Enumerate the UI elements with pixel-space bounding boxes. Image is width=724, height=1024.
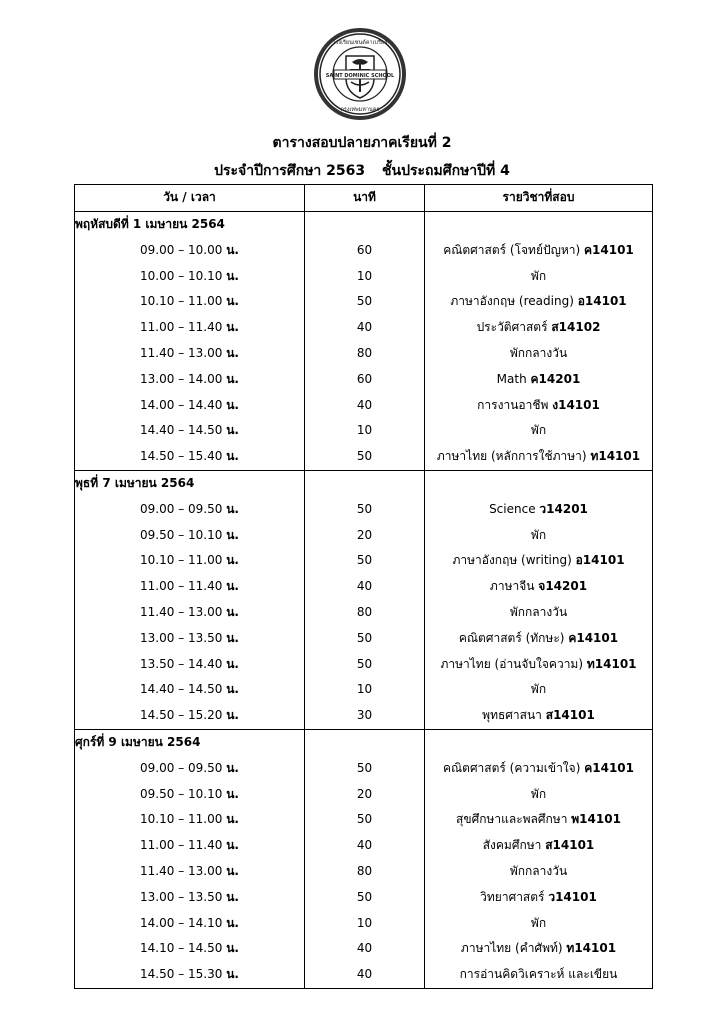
minutes-cell: 40: [305, 393, 425, 419]
subject-name: พัก: [530, 915, 547, 930]
subject-code: ค14101: [568, 630, 619, 645]
subject-cell: [425, 859, 653, 885]
time-range: 13.50 – 14.40: [140, 656, 223, 671]
minutes-cell: 50: [305, 289, 425, 315]
time-cell: [75, 574, 305, 600]
table-row: [75, 238, 653, 264]
logo-text-top: โรงเรียนเซนต์คาเบรียล: [332, 40, 388, 46]
minutes-cell: 50: [305, 652, 425, 678]
time-unit: น.: [226, 423, 239, 438]
table-row: [75, 393, 653, 419]
subject-cell: [425, 677, 653, 703]
time-unit: น.: [226, 604, 239, 619]
table-row: [75, 444, 653, 470]
minutes-cell: 80: [305, 341, 425, 367]
subject-name: พัก: [530, 527, 547, 542]
minutes-cell: 40: [305, 936, 425, 962]
subject-cell: [425, 393, 653, 419]
table-row: [75, 264, 653, 290]
empty-cell: [305, 729, 425, 755]
subject-name: ภาษาจีน: [489, 579, 535, 594]
table-row: [75, 548, 653, 574]
time-unit: น.: [226, 449, 239, 464]
subject-cell: [425, 497, 653, 523]
document-subtitle: [0, 160, 724, 182]
time-unit: น.: [226, 553, 239, 568]
time-unit: น.: [226, 294, 239, 309]
minutes-cell: 50: [305, 807, 425, 833]
subject-cell: [425, 548, 653, 574]
subject-code: จ14201: [538, 579, 588, 594]
time-range: 14.00 – 14.40: [140, 397, 223, 412]
table-row: [75, 782, 653, 808]
subject-cell: [425, 264, 653, 290]
subject-cell: [425, 936, 653, 962]
time-range: 11.00 – 11.40: [140, 320, 223, 335]
time-range: 09.00 – 09.50: [140, 501, 223, 516]
minutes-cell: 40: [305, 315, 425, 341]
time-unit: น.: [226, 501, 239, 516]
subject-code: พ14101: [571, 812, 621, 827]
subject-name: ภาษาอังกฤษ (reading): [450, 294, 574, 309]
time-cell: [75, 497, 305, 523]
time-cell: [75, 833, 305, 859]
subject-code: ท14101: [566, 941, 617, 956]
time-unit: น.: [226, 527, 239, 542]
day-label: ศุกร์ที่ 9 เมษายน 2564: [75, 729, 305, 755]
time-range: 09.50 – 10.10: [140, 527, 223, 542]
subject-cell: [425, 523, 653, 549]
header-day-time: วัน / เวลา: [75, 185, 305, 212]
time-unit: น.: [226, 863, 239, 878]
minutes-cell: 60: [305, 238, 425, 264]
time-unit: น.: [226, 915, 239, 930]
subject-code: ส14101: [545, 838, 595, 853]
subject-name: วิทยาศาสตร์: [480, 889, 545, 904]
minutes-cell: 10: [305, 677, 425, 703]
subject-code: ส14102: [551, 320, 601, 335]
subject-cell: [425, 833, 653, 859]
minutes-cell: 20: [305, 782, 425, 808]
time-cell: [75, 936, 305, 962]
time-cell: [75, 911, 305, 937]
subject-code: อ14101: [575, 553, 625, 568]
minutes-cell: 30: [305, 703, 425, 729]
time-cell: [75, 885, 305, 911]
time-range: 13.00 – 14.00: [140, 371, 223, 386]
school-seal-logo: [312, 26, 408, 122]
time-unit: น.: [226, 838, 239, 853]
day-header-row: [75, 212, 653, 238]
time-range: 11.40 – 13.00: [140, 863, 223, 878]
minutes-cell: 50: [305, 756, 425, 782]
table-row: [75, 703, 653, 729]
time-range: 11.00 – 11.40: [140, 838, 223, 853]
time-cell: [75, 703, 305, 729]
table-row: [75, 523, 653, 549]
empty-cell: [305, 470, 425, 496]
time-range: 13.00 – 13.50: [140, 889, 223, 904]
subject-name: Math: [496, 371, 527, 386]
subject-name: สังคมศึกษา: [482, 838, 542, 853]
table-row: [75, 885, 653, 911]
subject-cell: [425, 756, 653, 782]
time-unit: น.: [226, 889, 239, 904]
subject-name: Science: [489, 501, 536, 516]
header-subject: รายวิชาที่สอบ: [425, 185, 653, 212]
time-cell: [75, 782, 305, 808]
time-unit: น.: [226, 345, 239, 360]
subject-cell: [425, 807, 653, 833]
time-unit: น.: [226, 760, 239, 775]
subject-cell: [425, 418, 653, 444]
subject-cell: [425, 962, 653, 988]
time-cell: [75, 523, 305, 549]
subject-code: ว14201: [539, 501, 588, 516]
time-cell: [75, 859, 305, 885]
subject-code: ท14101: [590, 449, 641, 464]
academic-year: ประจำปีการศึกษา 2563: [214, 163, 366, 179]
subject-name: พุทธศาสนา: [482, 708, 542, 723]
subject-name: ประวัติศาสตร์: [476, 320, 548, 335]
table-row: [75, 807, 653, 833]
table-row: [75, 859, 653, 885]
time-unit: น.: [226, 812, 239, 827]
subject-cell: [425, 782, 653, 808]
grade-level: ชั้นประถมศึกษาปีที่ 4: [382, 163, 510, 179]
subject-cell: [425, 600, 653, 626]
subject-cell: [425, 652, 653, 678]
time-cell: [75, 393, 305, 419]
header-minutes: นาที: [305, 185, 425, 212]
time-unit: น.: [226, 397, 239, 412]
minutes-cell: 50: [305, 548, 425, 574]
subject-cell: [425, 574, 653, 600]
subject-name: ภาษาไทย (อ่านจับใจความ): [440, 656, 584, 671]
time-unit: น.: [226, 268, 239, 283]
empty-cell: [425, 470, 653, 496]
time-range: 10.10 – 11.00: [140, 294, 223, 309]
time-cell: [75, 626, 305, 652]
exam-schedule-table: [74, 184, 653, 989]
subject-name: พัก: [530, 268, 547, 283]
subject-name: พัก: [530, 786, 547, 801]
time-range: 10.10 – 11.00: [140, 812, 223, 827]
minutes-cell: 40: [305, 574, 425, 600]
table-row: [75, 677, 653, 703]
time-unit: น.: [226, 579, 239, 594]
table-row: [75, 833, 653, 859]
time-range: 09.00 – 10.00: [140, 242, 223, 257]
table-row: [75, 600, 653, 626]
table-row: [75, 341, 653, 367]
table-row: [75, 574, 653, 600]
time-range: 14.10 – 14.50: [140, 941, 223, 956]
time-range: 14.40 – 14.50: [140, 682, 223, 697]
minutes-cell: 20: [305, 523, 425, 549]
subject-cell: [425, 703, 653, 729]
time-cell: [75, 289, 305, 315]
subject-name: ภาษาไทย (หลักการใช้ภาษา): [436, 449, 587, 464]
logo-text-mid: SAINT DOMINIC SCHOOL: [325, 73, 395, 79]
lunch-break-label: พักกลางวัน: [509, 604, 568, 619]
table-row: [75, 911, 653, 937]
time-unit: น.: [226, 708, 239, 723]
subject-code: ค14101: [584, 760, 634, 775]
empty-cell: [425, 212, 653, 238]
table-row: [75, 962, 653, 988]
subject-code: ส14101: [545, 708, 595, 723]
time-range: 10.10 – 11.00: [140, 553, 223, 568]
time-cell: [75, 677, 305, 703]
time-cell: [75, 652, 305, 678]
day-label: พุธที่ 7 เมษายน 2564: [75, 470, 305, 496]
time-cell: [75, 418, 305, 444]
table-row: [75, 418, 653, 444]
document-title: ตารางสอบปลายภาคเรียนที่ 2: [272, 135, 452, 151]
subject-name: ภาษาอังกฤษ (writing): [452, 553, 572, 568]
table-header-row: [75, 185, 653, 212]
table-row: [75, 652, 653, 678]
minutes-cell: 50: [305, 626, 425, 652]
time-range: 11.40 – 13.00: [140, 345, 223, 360]
empty-cell: [425, 729, 653, 755]
time-range: 09.00 – 09.50: [140, 760, 223, 775]
minutes-cell: 50: [305, 885, 425, 911]
empty-cell: [305, 212, 425, 238]
subject-code: อ14101: [577, 294, 627, 309]
subject-code: ง14101: [552, 397, 600, 412]
time-range: 14.50 – 15.40: [140, 449, 223, 464]
subject-name: พัก: [530, 423, 547, 438]
time-range: 14.50 – 15.20: [140, 708, 223, 723]
subject-cell: [425, 289, 653, 315]
time-unit: น.: [226, 941, 239, 956]
subject-name: การอ่านคิดวิเคราะห์ และเขียน: [459, 967, 618, 982]
table-row: [75, 936, 653, 962]
table-row: [75, 497, 653, 523]
subject-cell: [425, 444, 653, 470]
minutes-cell: 50: [305, 497, 425, 523]
time-unit: น.: [226, 242, 239, 257]
table-row: [75, 367, 653, 393]
time-range: 13.00 – 13.50: [140, 630, 223, 645]
minutes-cell: 10: [305, 911, 425, 937]
subject-cell: [425, 911, 653, 937]
subject-code: ค14201: [530, 371, 581, 386]
subject-cell: [425, 367, 653, 393]
time-unit: น.: [226, 682, 239, 697]
subject-cell: [425, 315, 653, 341]
subject-code: ว14101: [548, 889, 597, 904]
time-unit: น.: [226, 786, 239, 801]
subject-name: คณิตศาสตร์ (ความเข้าใจ): [442, 760, 581, 775]
time-range: 09.50 – 10.10: [140, 786, 223, 801]
time-range: 11.00 – 11.40: [140, 579, 223, 594]
time-unit: น.: [226, 967, 239, 982]
time-range: 14.50 – 15.30: [140, 967, 223, 982]
table-row: [75, 315, 653, 341]
day-header-row: [75, 470, 653, 496]
subject-name: การงานอาชีพ: [477, 397, 549, 412]
time-cell: [75, 548, 305, 574]
table-row: [75, 289, 653, 315]
table-row: [75, 626, 653, 652]
lunch-break-label: พักกลางวัน: [509, 345, 568, 360]
time-cell: [75, 238, 305, 264]
time-range: 10.00 – 10.10: [140, 268, 223, 283]
lunch-break-label: พักกลางวัน: [509, 863, 568, 878]
subject-name: พัก: [530, 682, 547, 697]
minutes-cell: 10: [305, 418, 425, 444]
day-header-row: [75, 729, 653, 755]
time-cell: [75, 807, 305, 833]
subject-cell: [425, 885, 653, 911]
time-cell: [75, 756, 305, 782]
subject-name: คณิตศาสตร์ (ทักษะ): [458, 630, 565, 645]
minutes-cell: 60: [305, 367, 425, 393]
time-cell: [75, 264, 305, 290]
day-label: พฤหัสบดีที่ 1 เมษายน 2564: [75, 212, 305, 238]
subject-code: ค14101: [584, 242, 634, 257]
minutes-cell: 40: [305, 962, 425, 988]
subject-cell: [425, 626, 653, 652]
minutes-cell: 80: [305, 600, 425, 626]
subject-cell: [425, 341, 653, 367]
time-cell: [75, 600, 305, 626]
logo-text-bottom: กรุงเทพมหานคร: [340, 107, 380, 113]
time-unit: น.: [226, 320, 239, 335]
subject-code: ท14101: [586, 656, 637, 671]
time-unit: น.: [226, 371, 239, 386]
time-range: 14.00 – 14.10: [140, 915, 223, 930]
time-unit: น.: [226, 630, 239, 645]
subject-name: คณิตศาสตร์ (โจทย์ปัญหา): [443, 242, 581, 257]
minutes-cell: 50: [305, 444, 425, 470]
minutes-cell: 40: [305, 833, 425, 859]
time-cell: [75, 315, 305, 341]
minutes-cell: 80: [305, 859, 425, 885]
subject-cell: [425, 238, 653, 264]
time-range: 11.40 – 13.00: [140, 604, 223, 619]
subject-name: ภาษาไทย (คำศัพท์): [460, 941, 563, 956]
minutes-cell: 10: [305, 264, 425, 290]
time-cell: [75, 962, 305, 988]
table-row: [75, 756, 653, 782]
time-range: 14.40 – 14.50: [140, 423, 223, 438]
time-cell: [75, 341, 305, 367]
subject-name: สุขศึกษาและพลศึกษา: [456, 812, 568, 827]
time-cell: [75, 367, 305, 393]
time-unit: น.: [226, 656, 239, 671]
time-cell: [75, 444, 305, 470]
